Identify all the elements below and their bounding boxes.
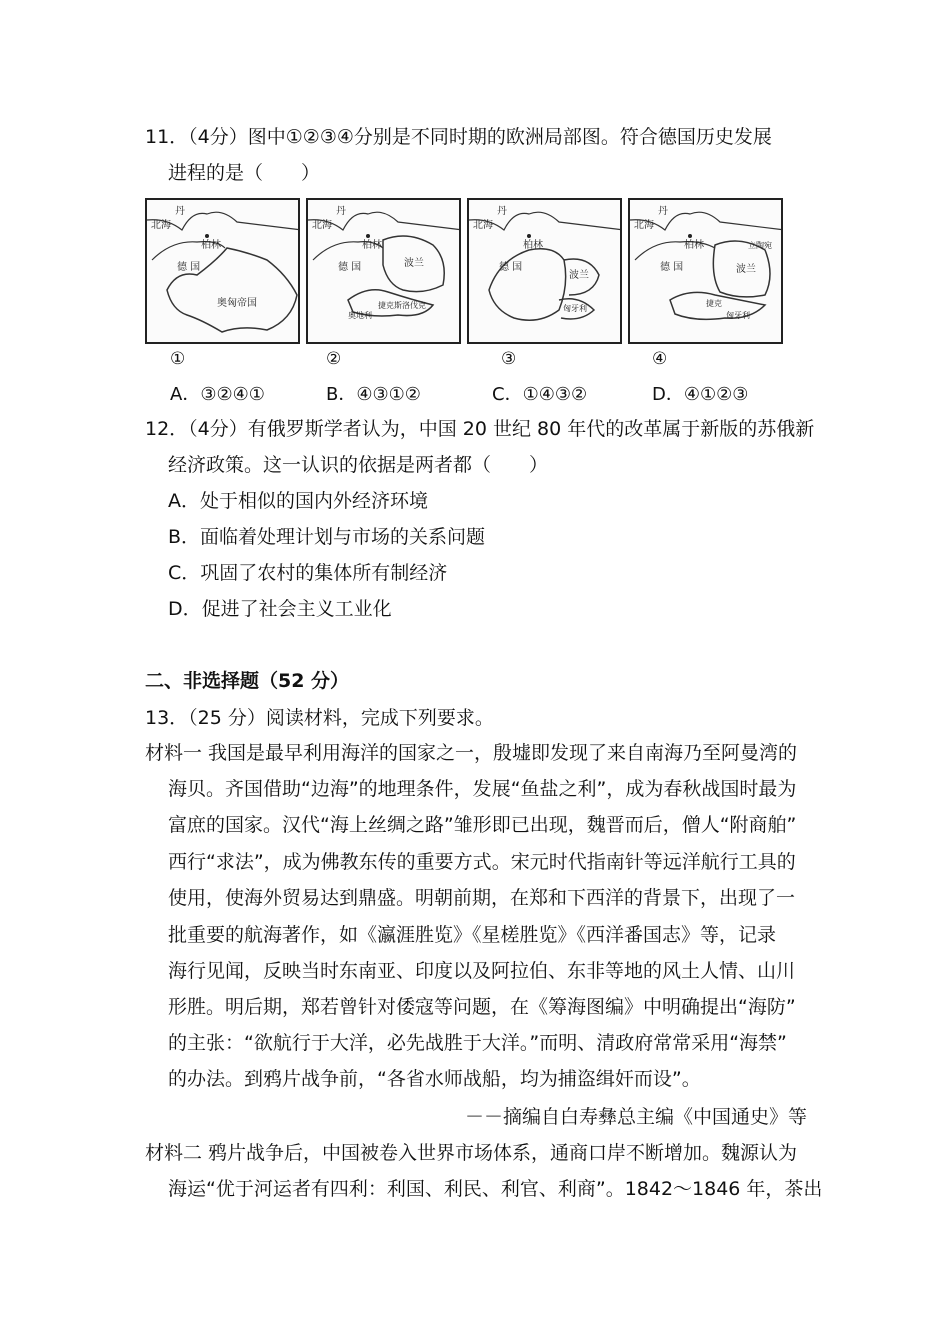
map-4 <box>628 198 783 344</box>
q11-option-b[interactable]: B．④③①② <box>326 384 421 405</box>
q12-stem-line-1: 12．（4分）有俄罗斯学者认为，中国 20 世纪 80 年代的改革属于新版的苏俄新 <box>145 418 815 440</box>
q12-option-a[interactable]: A．处于相似的国内外经济环境 <box>168 490 428 512</box>
q11-stem-line-2: 进程的是（ ） <box>168 162 321 184</box>
map-4-label-north-sea: 北海 <box>634 220 654 231</box>
map-1-label-denmark: 丹 <box>175 206 185 217</box>
map-1-label-berlin: 柏林 <box>201 240 221 251</box>
map-2-label-denmark: 丹 <box>336 206 346 217</box>
map-2-label-germany: 德 国 <box>338 262 362 273</box>
map-3-label-denmark: 丹 <box>497 206 507 217</box>
q11-stem-line-1: 11．（4分）图中①②③④分别是不同时期的欧洲局部图。符合德国历史发展 <box>145 126 772 148</box>
q13-material-2-line: 材料二 鸦片战争后，中国被卷入世界市场体系，通商口岸不断增加。魏源认为 <box>145 1142 798 1164</box>
q13-material-1-line: 材料一 我国是最早利用海洋的国家之一，殷墟即发现了来自南海乃至阿曼湾的 <box>145 742 798 764</box>
q13-material-1-line: 的主张：“欲航行于大洋，必先战胜于大洋。”而明、清政府常常采用“海禁” <box>168 1032 787 1054</box>
map-2-label-berlin: 柏林 <box>362 240 382 251</box>
q12-stem-line-2: 经济政策。这一认识的依据是两者都（ ） <box>168 454 549 476</box>
section-2-title: 二、非选择题（52 分） <box>145 670 350 692</box>
map-3-number: ③ <box>501 349 517 369</box>
q12-option-c[interactable]: C．巩固了农村的集体所有制经济 <box>168 562 448 584</box>
map-4-label-poland: 波兰 <box>736 264 756 275</box>
map-3-label-berlin: 柏林 <box>523 240 543 251</box>
map-1 <box>145 198 300 344</box>
map-2-number: ② <box>326 349 342 369</box>
q13-intro: 13．（25 分）阅读材料，完成下列要求。 <box>145 707 494 729</box>
map-1-label-germany: 德 国 <box>177 262 201 273</box>
q12-option-b[interactable]: B．面临着处理计划与市场的关系问题 <box>168 526 486 548</box>
q12-option-d[interactable]: D．促进了社会主义工业化 <box>168 598 392 620</box>
q13-material-1-line: 西行“求法”，成为佛教东传的重要方式。宋元时代指南针等远洋航行工具的 <box>168 851 796 873</box>
q11-option-a[interactable]: A．③②④① <box>170 384 265 405</box>
map-1-label-north-sea: 北海 <box>151 220 171 231</box>
q11-option-c[interactable]: C．①④③② <box>492 384 588 405</box>
map-4-label-czech: 捷克 <box>706 299 722 308</box>
q13-material-1-line: 海行见闻，反映当时东南亚、印度以及阿拉伯、东非等地的风土人情、山川 <box>168 960 796 982</box>
q13-material-1-line: 使用，使海外贸易达到鼎盛。明朝前期，在郑和下西洋的背景下，出现了一 <box>168 887 796 909</box>
map-3-label-north-sea: 北海 <box>473 220 493 231</box>
map-3-label-poland: 波兰 <box>569 270 589 281</box>
map-1-label-austria-hungary: 奥匈帝国 <box>217 298 257 309</box>
map-2-label-north-sea: 北海 <box>312 220 332 231</box>
q11-option-d[interactable]: D．④①②③ <box>652 384 749 405</box>
q13-material-1-line: 批重要的航海著作，如《瀛涯胜览》《星槎胜览》《西洋番国志》等，记录 <box>168 924 777 946</box>
q13-material-1-line: 的办法。到鸦片战争前，“各省水师战船，均为捕盗缉奸而设”。 <box>168 1068 701 1090</box>
map-4-number: ④ <box>652 349 668 369</box>
map-3-label-germany: 德 国 <box>499 262 523 273</box>
map-4-label-denmark: 丹 <box>658 206 668 217</box>
map-3 <box>467 198 622 344</box>
q13-material-1-line: 海贝。齐国借助“边海”的地理条件，发展“鱼盐之利”，成为春秋战国时最为 <box>168 778 797 800</box>
q13-material-1-line: 富庶的国家。汉代“海上丝绸之路”雏形即已出现，魏晋而后，僧人“附商舶” <box>168 814 797 836</box>
map-2-label-poland: 波兰 <box>404 258 424 269</box>
map-2 <box>306 198 461 344</box>
q13-material-1-line: 形胜。明后期，郑若曾针对倭寇等问题，在《筹海图编》中明确提出“海防” <box>168 996 796 1018</box>
map-4-label-lithuania: 立陶宛 <box>748 241 772 250</box>
map-4-label-germany: 德 国 <box>660 262 684 273</box>
q13-material-1-source: －－摘编自白寿彝总主编《中国通史》等 <box>464 1106 807 1128</box>
q13-material-2-line: 海运“优于河运者有四利：利国、利民、利官、利商”。1842～1846 年，茶出 <box>168 1178 823 1200</box>
map-1-number: ① <box>170 349 186 369</box>
map-4-label-berlin: 柏林 <box>684 240 704 251</box>
map-2-label-austria: 奥地利 <box>348 311 372 320</box>
map-4-label-hungary: 匈牙利 <box>726 311 750 320</box>
map-2-label-czechoslovakia: 捷克斯洛伐克 <box>378 301 426 310</box>
map-3-label-hungary: 匈牙利 <box>563 304 587 313</box>
q11-map-figure <box>145 198 793 348</box>
